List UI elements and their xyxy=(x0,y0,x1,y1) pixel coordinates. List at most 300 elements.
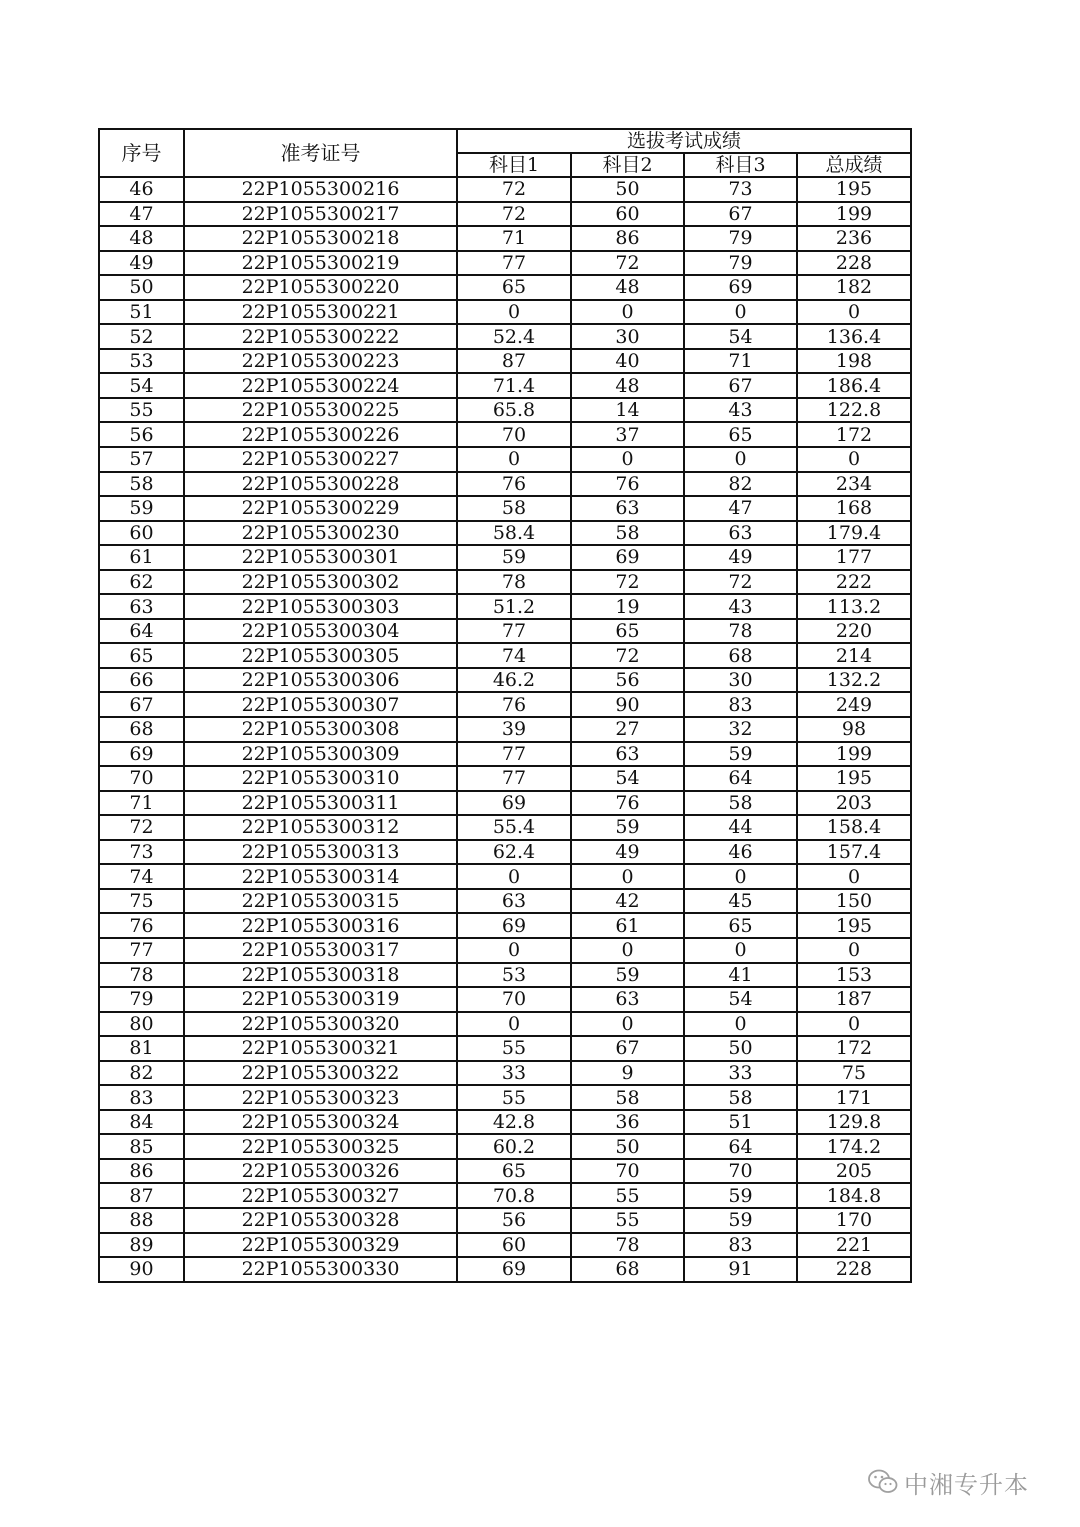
cell-subject2: 59 xyxy=(571,815,684,840)
cell-exam-id: 22P1055300330 xyxy=(184,1257,457,1282)
cell-subject1: 55 xyxy=(457,1085,571,1110)
cell-exam-id: 22P1055300329 xyxy=(184,1233,457,1258)
cell-exam-id: 22P1055300301 xyxy=(184,545,457,570)
cell-subject3: 69 xyxy=(684,275,797,300)
cell-seq: 49 xyxy=(99,251,184,276)
cell-subject2: 58 xyxy=(571,1085,684,1110)
table-row xyxy=(99,1036,911,1061)
scores-table xyxy=(98,128,912,1283)
table-row xyxy=(99,766,911,791)
cell-subject3: 58 xyxy=(684,791,797,816)
cell-subject3: 0 xyxy=(684,864,797,889)
cell-subject3: 45 xyxy=(684,889,797,914)
cell-subject1: 63 xyxy=(457,889,571,914)
cell-total: 182 xyxy=(797,275,911,300)
cell-total: 157.4 xyxy=(797,840,911,865)
cell-subject2: 50 xyxy=(571,1134,684,1159)
cell-seq: 56 xyxy=(99,422,184,447)
cell-subject3: 43 xyxy=(684,594,797,619)
cell-subject1: 77 xyxy=(457,251,571,276)
cell-exam-id: 22P1055300230 xyxy=(184,521,457,546)
cell-seq: 65 xyxy=(99,643,184,668)
cell-subject3: 30 xyxy=(684,668,797,693)
table-row xyxy=(99,398,911,423)
table-row xyxy=(99,275,911,300)
cell-exam-id: 22P1055300220 xyxy=(184,275,457,300)
cell-total: 234 xyxy=(797,472,911,497)
cell-subject1: 87 xyxy=(457,349,571,374)
cell-seq: 79 xyxy=(99,987,184,1012)
cell-subject2: 59 xyxy=(571,963,684,988)
cell-total: 198 xyxy=(797,349,911,374)
table-row xyxy=(99,619,911,644)
cell-subject1: 0 xyxy=(457,447,571,472)
cell-subject3: 71 xyxy=(684,349,797,374)
cell-exam-id: 22P1055300312 xyxy=(184,815,457,840)
cell-seq: 53 xyxy=(99,349,184,374)
cell-seq: 80 xyxy=(99,1012,184,1037)
cell-subject3: 67 xyxy=(684,373,797,398)
cell-subject2: 55 xyxy=(571,1183,684,1208)
cell-total: 184.8 xyxy=(797,1183,911,1208)
cell-total: 150 xyxy=(797,889,911,914)
cell-subject3: 82 xyxy=(684,472,797,497)
cell-seq: 46 xyxy=(99,177,184,202)
table-row xyxy=(99,938,911,963)
cell-total: 249 xyxy=(797,692,911,717)
cell-subject2: 63 xyxy=(571,742,684,767)
table-row xyxy=(99,1183,911,1208)
cell-subject2: 61 xyxy=(571,913,684,938)
cell-total: 221 xyxy=(797,1233,911,1258)
header-subject1: 科目1 xyxy=(457,153,571,177)
cell-subject1: 69 xyxy=(457,913,571,938)
cell-subject3: 54 xyxy=(684,324,797,349)
cell-subject2: 63 xyxy=(571,987,684,1012)
cell-subject1: 70 xyxy=(457,987,571,1012)
cell-subject1: 77 xyxy=(457,619,571,644)
cell-seq: 47 xyxy=(99,202,184,227)
cell-subject3: 51 xyxy=(684,1110,797,1135)
cell-seq: 57 xyxy=(99,447,184,472)
cell-subject2: 60 xyxy=(571,202,684,227)
cell-subject1: 74 xyxy=(457,643,571,668)
cell-exam-id: 22P1055300314 xyxy=(184,864,457,889)
cell-exam-id: 22P1055300324 xyxy=(184,1110,457,1135)
cell-subject2: 72 xyxy=(571,570,684,595)
cell-subject2: 68 xyxy=(571,1257,684,1282)
cell-subject1: 62.4 xyxy=(457,840,571,865)
table-row xyxy=(99,570,911,595)
cell-seq: 48 xyxy=(99,226,184,251)
cell-subject1: 58 xyxy=(457,496,571,521)
cell-total: 199 xyxy=(797,742,911,767)
cell-exam-id: 22P1055300308 xyxy=(184,717,457,742)
cell-subject3: 44 xyxy=(684,815,797,840)
cell-seq: 86 xyxy=(99,1159,184,1184)
table-row xyxy=(99,1012,911,1037)
cell-total: 195 xyxy=(797,177,911,202)
cell-total: 187 xyxy=(797,987,911,1012)
cell-seq: 67 xyxy=(99,692,184,717)
cell-subject2: 76 xyxy=(571,791,684,816)
cell-subject3: 49 xyxy=(684,545,797,570)
cell-exam-id: 22P1055300309 xyxy=(184,742,457,767)
cell-total: 75 xyxy=(797,1061,911,1086)
cell-seq: 58 xyxy=(99,472,184,497)
table-row xyxy=(99,913,911,938)
cell-subject3: 79 xyxy=(684,226,797,251)
cell-subject1: 52.4 xyxy=(457,324,571,349)
cell-seq: 66 xyxy=(99,668,184,693)
cell-exam-id: 22P1055300327 xyxy=(184,1183,457,1208)
cell-total: 179.4 xyxy=(797,521,911,546)
cell-exam-id: 22P1055300323 xyxy=(184,1085,457,1110)
cell-exam-id: 22P1055300302 xyxy=(184,570,457,595)
table-row xyxy=(99,202,911,227)
cell-seq: 88 xyxy=(99,1208,184,1233)
table-row xyxy=(99,692,911,717)
table-body xyxy=(99,177,911,1282)
cell-subject3: 73 xyxy=(684,177,797,202)
cell-subject3: 72 xyxy=(684,570,797,595)
table-row xyxy=(99,1208,911,1233)
cell-subject1: 69 xyxy=(457,1257,571,1282)
cell-subject3: 67 xyxy=(684,202,797,227)
cell-seq: 51 xyxy=(99,300,184,325)
cell-total: 205 xyxy=(797,1159,911,1184)
cell-seq: 81 xyxy=(99,1036,184,1061)
table-row xyxy=(99,742,911,767)
cell-subject1: 0 xyxy=(457,300,571,325)
table-row xyxy=(99,177,911,202)
cell-subject3: 58 xyxy=(684,1085,797,1110)
cell-subject2: 67 xyxy=(571,1036,684,1061)
cell-seq: 69 xyxy=(99,742,184,767)
cell-total: 132.2 xyxy=(797,668,911,693)
cell-seq: 63 xyxy=(99,594,184,619)
cell-subject2: 14 xyxy=(571,398,684,423)
cell-subject1: 55.4 xyxy=(457,815,571,840)
cell-subject3: 79 xyxy=(684,251,797,276)
cell-subject2: 70 xyxy=(571,1159,684,1184)
table-row xyxy=(99,373,911,398)
cell-total: 0 xyxy=(797,864,911,889)
cell-exam-id: 22P1055300317 xyxy=(184,938,457,963)
cell-seq: 72 xyxy=(99,815,184,840)
table-row xyxy=(99,226,911,251)
cell-total: 172 xyxy=(797,422,911,447)
cell-subject2: 90 xyxy=(571,692,684,717)
cell-total: 168 xyxy=(797,496,911,521)
cell-subject1: 42.8 xyxy=(457,1110,571,1135)
cell-subject1: 53 xyxy=(457,963,571,988)
cell-subject1: 58.4 xyxy=(457,521,571,546)
table-row xyxy=(99,1061,911,1086)
cell-subject3: 65 xyxy=(684,913,797,938)
cell-subject2: 48 xyxy=(571,373,684,398)
cell-subject3: 63 xyxy=(684,521,797,546)
header-exam-scores-group: 选拔考试成绩 xyxy=(457,129,911,153)
table-row xyxy=(99,1257,911,1282)
cell-exam-id: 22P1055300328 xyxy=(184,1208,457,1233)
cell-total: 0 xyxy=(797,447,911,472)
cell-seq: 87 xyxy=(99,1183,184,1208)
cell-seq: 52 xyxy=(99,324,184,349)
cell-subject3: 65 xyxy=(684,422,797,447)
cell-subject1: 78 xyxy=(457,570,571,595)
cell-subject3: 91 xyxy=(684,1257,797,1282)
cell-total: 228 xyxy=(797,251,911,276)
cell-exam-id: 22P1055300305 xyxy=(184,643,457,668)
cell-subject1: 77 xyxy=(457,766,571,791)
cell-exam-id: 22P1055300326 xyxy=(184,1159,457,1184)
cell-subject1: 69 xyxy=(457,791,571,816)
table-row xyxy=(99,864,911,889)
cell-total: 136.4 xyxy=(797,324,911,349)
cell-subject1: 51.2 xyxy=(457,594,571,619)
cell-seq: 64 xyxy=(99,619,184,644)
table-row xyxy=(99,1233,911,1258)
cell-exam-id: 22P1055300216 xyxy=(184,177,457,202)
cell-subject3: 33 xyxy=(684,1061,797,1086)
cell-seq: 76 xyxy=(99,913,184,938)
cell-seq: 78 xyxy=(99,963,184,988)
cell-total: 170 xyxy=(797,1208,911,1233)
table-row xyxy=(99,349,911,374)
cell-subject3: 59 xyxy=(684,1183,797,1208)
cell-subject3: 47 xyxy=(684,496,797,521)
table-row xyxy=(99,1085,911,1110)
cell-subject1: 70.8 xyxy=(457,1183,571,1208)
cell-subject1: 76 xyxy=(457,692,571,717)
cell-exam-id: 22P1055300219 xyxy=(184,251,457,276)
cell-total: 174.2 xyxy=(797,1134,911,1159)
cell-subject1: 0 xyxy=(457,938,571,963)
cell-seq: 60 xyxy=(99,521,184,546)
cell-subject2: 58 xyxy=(571,521,684,546)
cell-subject3: 54 xyxy=(684,987,797,1012)
cell-subject2: 0 xyxy=(571,300,684,325)
cell-subject3: 0 xyxy=(684,300,797,325)
cell-exam-id: 22P1055300221 xyxy=(184,300,457,325)
cell-total: 122.8 xyxy=(797,398,911,423)
cell-subject1: 65 xyxy=(457,275,571,300)
table-row xyxy=(99,594,911,619)
table-row xyxy=(99,815,911,840)
cell-subject2: 65 xyxy=(571,619,684,644)
cell-exam-id: 22P1055300322 xyxy=(184,1061,457,1086)
cell-subject3: 78 xyxy=(684,619,797,644)
table-row xyxy=(99,643,911,668)
cell-seq: 68 xyxy=(99,717,184,742)
cell-subject1: 65 xyxy=(457,1159,571,1184)
cell-subject1: 56 xyxy=(457,1208,571,1233)
table-row xyxy=(99,1110,911,1135)
cell-seq: 77 xyxy=(99,938,184,963)
cell-subject2: 0 xyxy=(571,1012,684,1037)
cell-total: 222 xyxy=(797,570,911,595)
cell-total: 195 xyxy=(797,913,911,938)
cell-subject2: 37 xyxy=(571,422,684,447)
cell-subject2: 0 xyxy=(571,447,684,472)
cell-exam-id: 22P1055300224 xyxy=(184,373,457,398)
cell-seq: 89 xyxy=(99,1233,184,1258)
cell-subject2: 9 xyxy=(571,1061,684,1086)
cell-seq: 73 xyxy=(99,840,184,865)
table-row xyxy=(99,1159,911,1184)
cell-seq: 54 xyxy=(99,373,184,398)
cell-subject3: 0 xyxy=(684,1012,797,1037)
table-row xyxy=(99,963,911,988)
cell-seq: 85 xyxy=(99,1134,184,1159)
cell-seq: 59 xyxy=(99,496,184,521)
cell-total: 195 xyxy=(797,766,911,791)
cell-exam-id: 22P1055300315 xyxy=(184,889,457,914)
cell-seq: 70 xyxy=(99,766,184,791)
cell-subject3: 0 xyxy=(684,938,797,963)
cell-subject1: 39 xyxy=(457,717,571,742)
cell-seq: 55 xyxy=(99,398,184,423)
table-row xyxy=(99,251,911,276)
cell-total: 98 xyxy=(797,717,911,742)
cell-subject2: 69 xyxy=(571,545,684,570)
cell-total: 158.4 xyxy=(797,815,911,840)
cell-exam-id: 22P1055300228 xyxy=(184,472,457,497)
cell-subject2: 19 xyxy=(571,594,684,619)
cell-subject2: 76 xyxy=(571,472,684,497)
cell-total: 228 xyxy=(797,1257,911,1282)
cell-total: 172 xyxy=(797,1036,911,1061)
cell-seq: 90 xyxy=(99,1257,184,1282)
cell-total: 203 xyxy=(797,791,911,816)
cell-total: 236 xyxy=(797,226,911,251)
cell-subject2: 72 xyxy=(571,251,684,276)
cell-seq: 50 xyxy=(99,275,184,300)
cell-exam-id: 22P1055300321 xyxy=(184,1036,457,1061)
cell-total: 186.4 xyxy=(797,373,911,398)
table-row xyxy=(99,987,911,1012)
header-total: 总成绩 xyxy=(797,153,911,177)
table-row xyxy=(99,889,911,914)
cell-subject2: 72 xyxy=(571,643,684,668)
cell-total: 113.2 xyxy=(797,594,911,619)
table-row xyxy=(99,791,911,816)
cell-total: 0 xyxy=(797,938,911,963)
table-row xyxy=(99,840,911,865)
table-row xyxy=(99,472,911,497)
cell-exam-id: 22P1055300318 xyxy=(184,963,457,988)
cell-exam-id: 22P1055300222 xyxy=(184,324,457,349)
cell-exam-id: 22P1055300218 xyxy=(184,226,457,251)
cell-subject1: 46.2 xyxy=(457,668,571,693)
cell-subject3: 59 xyxy=(684,1208,797,1233)
cell-total: 177 xyxy=(797,545,911,570)
cell-subject1: 71.4 xyxy=(457,373,571,398)
cell-subject3: 0 xyxy=(684,447,797,472)
cell-subject1: 70 xyxy=(457,422,571,447)
cell-subject3: 59 xyxy=(684,742,797,767)
cell-subject3: 83 xyxy=(684,692,797,717)
cell-total: 220 xyxy=(797,619,911,644)
header-exam-id: 准考证号 xyxy=(184,129,457,177)
table-row xyxy=(99,447,911,472)
cell-subject2: 55 xyxy=(571,1208,684,1233)
cell-subject3: 68 xyxy=(684,643,797,668)
cell-seq: 71 xyxy=(99,791,184,816)
wechat-icon xyxy=(868,1469,898,1495)
cell-total: 214 xyxy=(797,643,911,668)
cell-exam-id: 22P1055300319 xyxy=(184,987,457,1012)
cell-subject2: 56 xyxy=(571,668,684,693)
cell-subject2: 63 xyxy=(571,496,684,521)
cell-subject1: 77 xyxy=(457,742,571,767)
cell-exam-id: 22P1055300325 xyxy=(184,1134,457,1159)
cell-subject2: 50 xyxy=(571,177,684,202)
cell-subject1: 72 xyxy=(457,202,571,227)
cell-subject1: 60.2 xyxy=(457,1134,571,1159)
cell-exam-id: 22P1055300225 xyxy=(184,398,457,423)
cell-subject2: 0 xyxy=(571,864,684,889)
table-row xyxy=(99,1134,911,1159)
cell-subject3: 64 xyxy=(684,766,797,791)
cell-subject2: 27 xyxy=(571,717,684,742)
watermark xyxy=(868,1464,1029,1500)
table-row xyxy=(99,668,911,693)
cell-seq: 83 xyxy=(99,1085,184,1110)
cell-exam-id: 22P1055300306 xyxy=(184,668,457,693)
table-row xyxy=(99,545,911,570)
cell-subject3: 50 xyxy=(684,1036,797,1061)
cell-subject1: 60 xyxy=(457,1233,571,1258)
cell-subject1: 55 xyxy=(457,1036,571,1061)
cell-exam-id: 22P1055300229 xyxy=(184,496,457,521)
header-subject3: 科目3 xyxy=(684,153,797,177)
table-row xyxy=(99,496,911,521)
cell-subject2: 54 xyxy=(571,766,684,791)
cell-subject3: 83 xyxy=(684,1233,797,1258)
cell-subject1: 0 xyxy=(457,864,571,889)
table-row xyxy=(99,422,911,447)
cell-exam-id: 22P1055300226 xyxy=(184,422,457,447)
cell-subject3: 32 xyxy=(684,717,797,742)
cell-seq: 74 xyxy=(99,864,184,889)
cell-total: 0 xyxy=(797,1012,911,1037)
cell-subject2: 40 xyxy=(571,349,684,374)
header-subject2: 科目2 xyxy=(571,153,684,177)
cell-exam-id: 22P1055300311 xyxy=(184,791,457,816)
table-row xyxy=(99,324,911,349)
cell-seq: 84 xyxy=(99,1110,184,1135)
cell-subject2: 42 xyxy=(571,889,684,914)
cell-subject1: 65.8 xyxy=(457,398,571,423)
cell-seq: 61 xyxy=(99,545,184,570)
cell-subject1: 59 xyxy=(457,545,571,570)
cell-subject2: 0 xyxy=(571,938,684,963)
cell-subject2: 78 xyxy=(571,1233,684,1258)
cell-subject2: 30 xyxy=(571,324,684,349)
cell-subject1: 33 xyxy=(457,1061,571,1086)
cell-subject2: 36 xyxy=(571,1110,684,1135)
cell-total: 199 xyxy=(797,202,911,227)
cell-exam-id: 22P1055300304 xyxy=(184,619,457,644)
cell-subject1: 0 xyxy=(457,1012,571,1037)
cell-subject2: 48 xyxy=(571,275,684,300)
table-row xyxy=(99,521,911,546)
header-row-1 xyxy=(99,129,911,153)
cell-subject1: 72 xyxy=(457,177,571,202)
cell-total: 171 xyxy=(797,1085,911,1110)
